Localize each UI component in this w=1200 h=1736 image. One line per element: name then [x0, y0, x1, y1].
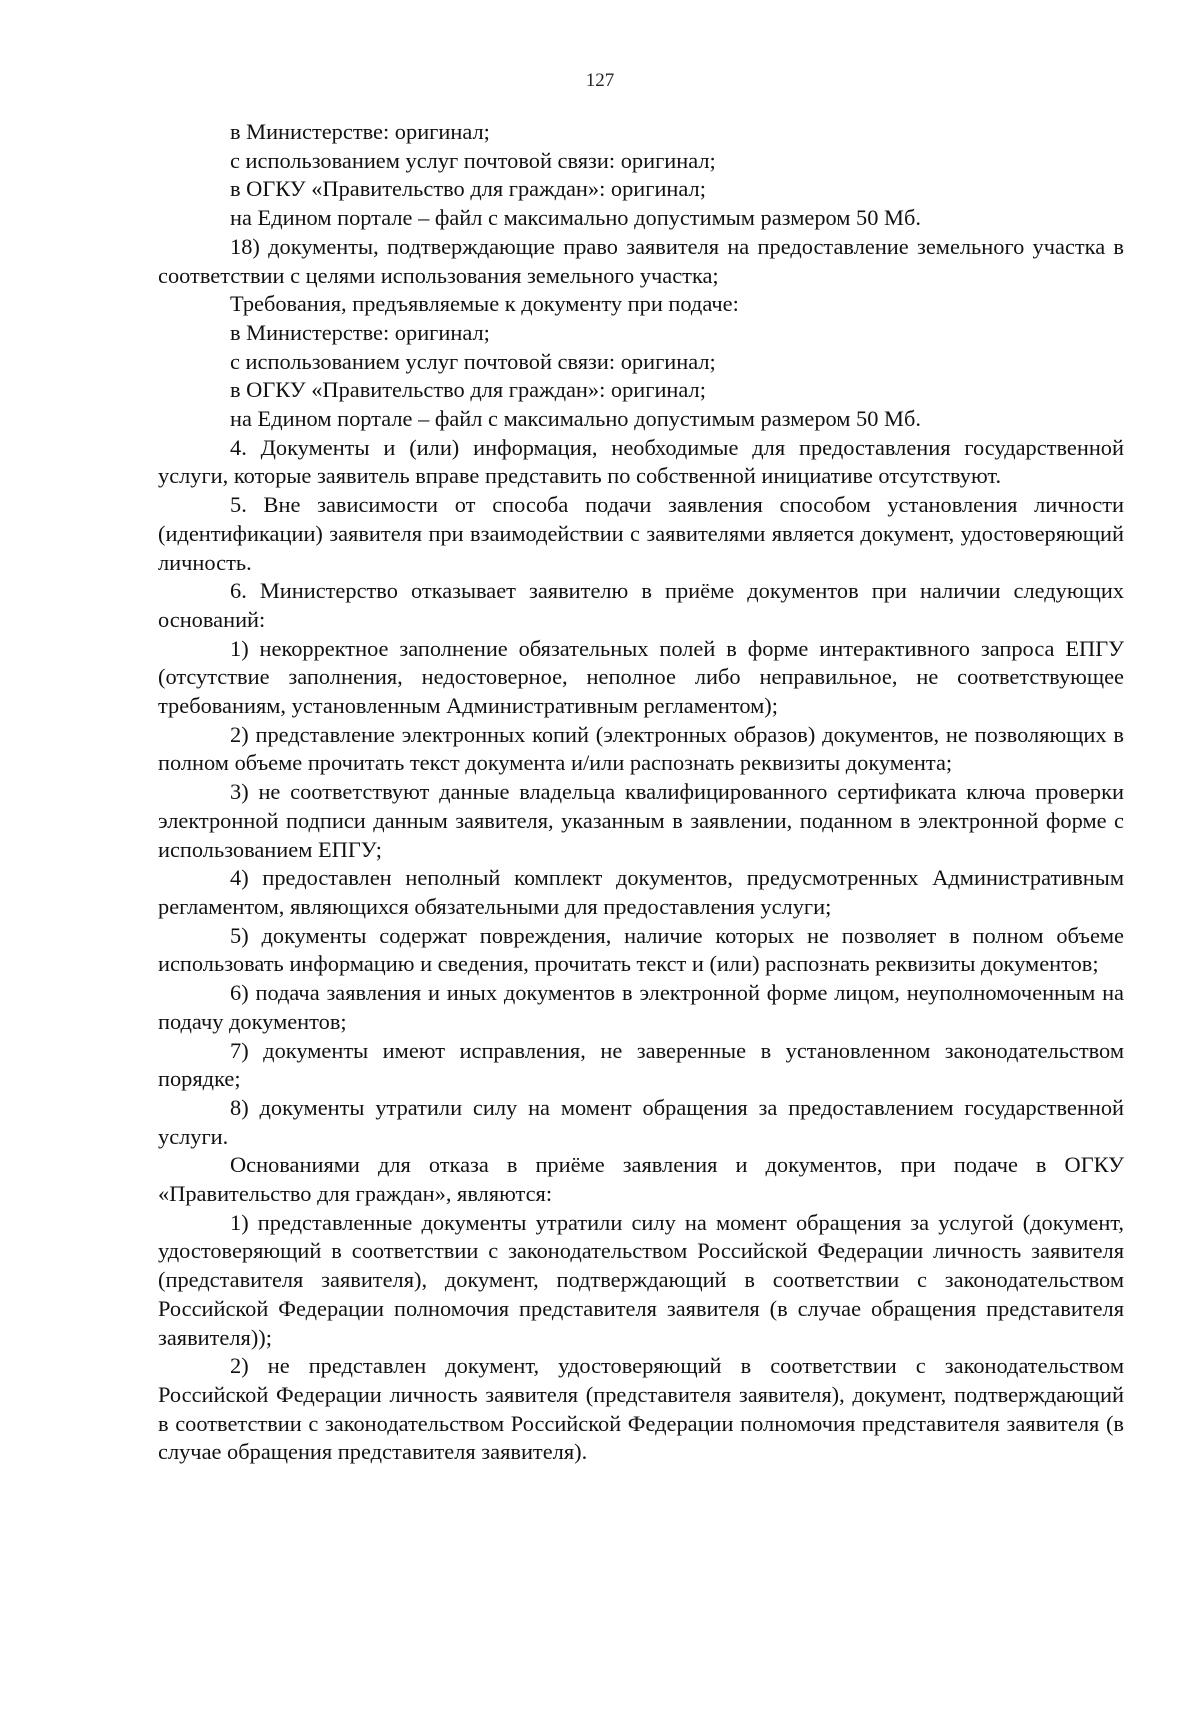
paragraph: 7) документы имеют исправления, не заверенные в установленном законодательством порядке;: [158, 1037, 1124, 1092]
paragraph: в Министерстве: оригинал;: [230, 319, 490, 345]
paragraph: 8) документы утратили силу на момент обращения за предоставлением государственной услуги.: [158, 1094, 1124, 1149]
paragraph: с использованием услуг почтовой связи: оригинал;: [230, 147, 716, 173]
paragraph: 5. Вне зависимости от способа подачи заявления способом установления личности (идентификации) заявителя при взаимодействии с заявителями является документ, удостоверяющий личность.: [158, 492, 1124, 575]
document-body: [158, 118, 1124, 1467]
paragraph: Основаниями для отказа в приёме заявления и документов, при подаче в ОГКУ «Правительство для граждан», являются:: [158, 1152, 1124, 1207]
paragraph: в ОГКУ «Правительство для граждан»: оригинал;: [230, 377, 706, 403]
paragraph: 4) предоставлен неполный комплект документов, предусмотренных Административным регламентом, являющихся обязательными для предоставления услуги;: [158, 865, 1124, 919]
paragraph: 18) документы, подтверждающие право заявителя на предоставление земельного участка в соответствии с целями использования земельного участка;: [158, 233, 1124, 288]
paragraph: в Министерстве: оригинал;: [230, 119, 490, 144]
page-number: 127: [585, 70, 615, 91]
paragraph: 3) не соответствуют данные владельца квалифицированного сертификата ключа проверки электронной подписи данным заявителя, указанным в заявлении, поданном в электронной форме с использованием ЕПГУ;: [158, 779, 1124, 862]
paragraph: 6. Министерство отказывает заявителю в приёме документов при наличии следующих оснований:: [158, 578, 1124, 632]
paragraph: 1) представленные документы утратили силу на момент обращения за услугой (документ, удостоверяющий в соответствии с законодательством Российской Федерации личность заявителя (представителя заявителя), документ, подтверждающий в соответствии с законодательством Российской Федерации полномочия представителя заявителя (в случае обращения представителя заявителя));: [158, 1209, 1124, 1350]
paragraph: с использованием услуг почтовой связи: оригинал;: [230, 348, 716, 374]
paragraph: 2) представление электронных копий (электронных образов) документов, не позволяющих в полном объеме прочитать текст документа и/или распознать реквизиты документа;: [158, 721, 1124, 776]
paragraph: в ОГКУ «Правительство для граждан»: оригинал;: [230, 176, 706, 202]
paragraph: 2) не представлен документ, удостоверяющий в соответствии с законодательством Российской Федерации личность заявителя (представителя заявителя), документ, подтверждающий в соответствии с законодательством Российской Федерации полномочия представителя заявителя (в случае обращения представителя заявителя).: [158, 1353, 1124, 1465]
paragraph: 4. Документы и (или) информация, необходимые для предоставления государственной услуги, которые заявитель вправе представить по собственной инициативе отсутствуют.: [158, 434, 1124, 489]
paragraph: 5) документы содержат повреждения, наличие которых не позволяет в полном объеме использовать информацию и сведения, прочитать текст и (или) распознать реквизиты документов;: [158, 922, 1124, 977]
paragraph: на Едином портале – файл с максимально допустимым размером 50 Мб.: [230, 406, 921, 432]
paragraph: Требования, предъявляемые к документу при подаче:: [230, 291, 739, 317]
paragraph: на Едином портале – файл с максимально допустимым размером 50 Мб.: [230, 205, 921, 231]
paragraph: 6) подача заявления и иных документов в электронной форме лицом, неуполномоченным на подачу документов;: [158, 980, 1124, 1034]
paragraph: 1) некорректное заполнение обязательных полей в форме интерактивного запроса ЕПГУ (отсутствие заполнения, недостоверное, неполное либо неправильное, не соответствующее требованиям, установленным Административным регламентом);: [158, 635, 1124, 719]
